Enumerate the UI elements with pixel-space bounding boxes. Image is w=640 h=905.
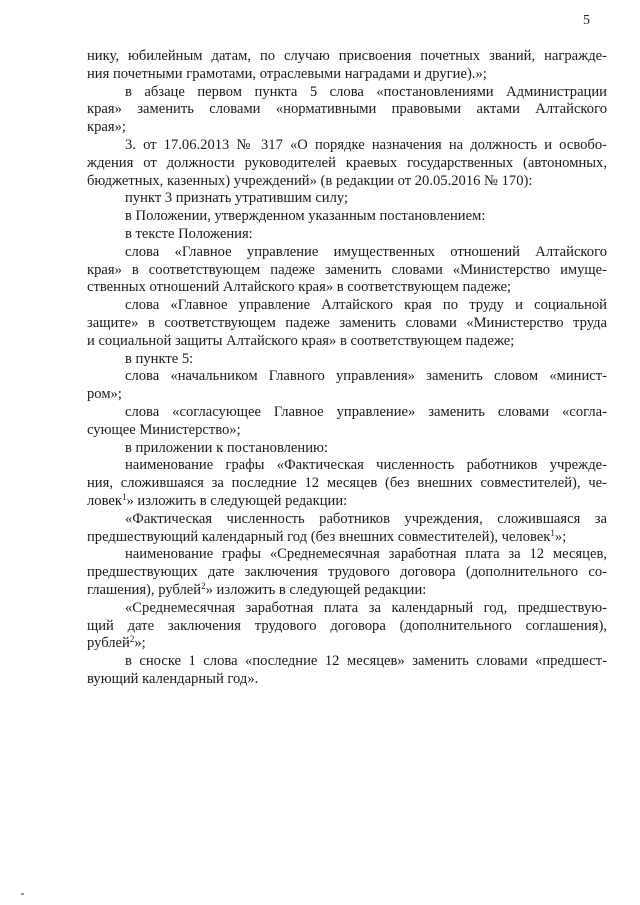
text-line xyxy=(87,529,607,547)
text-line xyxy=(87,368,607,386)
line-text: в тексте Положения: xyxy=(125,225,253,242)
line-text: края» заменить словами «нормативными правовыми актами Алтайского xyxy=(87,101,607,118)
line-text: наименование графы «Фактическая численность работников учрежде- xyxy=(125,457,607,474)
line-text: ния почетными грамотами, отраслевыми наградами и другие).»; xyxy=(87,65,487,82)
line-text: края» в соответствующем падеже заменить словами «Министерство имуще- xyxy=(87,261,607,278)
text-line xyxy=(87,475,607,493)
text-line xyxy=(87,208,607,226)
text-line xyxy=(87,66,607,84)
text-line xyxy=(87,155,607,173)
text-line xyxy=(87,386,607,404)
text-line xyxy=(87,564,607,582)
text-line xyxy=(87,404,607,422)
text-line xyxy=(87,333,607,351)
text-line xyxy=(87,279,607,297)
line-text: предшествующих дате заключения трудового договора (дополнительного со- xyxy=(87,564,607,581)
text-line xyxy=(87,511,607,529)
line-text: ловек xyxy=(87,492,122,509)
line-text: слова «Главное управление Алтайского края по труду и социальной xyxy=(125,297,607,314)
line-text-after: » изложить в следующей редакции: xyxy=(205,581,427,598)
text-line xyxy=(87,351,607,369)
line-text: щий дате заключения трудового договора (дополнительного соглашения), xyxy=(87,617,607,634)
text-line xyxy=(87,226,607,244)
text-line xyxy=(87,48,607,66)
document-body xyxy=(87,48,607,689)
line-text: ром»; xyxy=(87,386,122,403)
line-text: слова «Главное управление имущественных отношений Алтайского xyxy=(125,243,607,260)
line-text-after: »; xyxy=(134,635,146,652)
line-text: в сноске 1 слова «последние 12 месяцев» заменить словами «предшест- xyxy=(125,653,607,670)
line-text: в приложении к постановлению: xyxy=(125,439,328,456)
line-text: вующий календарный год». xyxy=(87,670,259,687)
text-line xyxy=(87,618,607,636)
text-line xyxy=(87,190,607,208)
text-line xyxy=(87,101,607,119)
text-line xyxy=(87,493,607,511)
line-text: края»; xyxy=(87,119,126,136)
footnote-marker: 1 xyxy=(550,527,555,538)
text-line xyxy=(87,653,607,671)
line-text: пункт 3 признать утратившим силу; xyxy=(125,190,349,207)
line-text: сующее Министерство»; xyxy=(87,421,241,438)
text-line xyxy=(87,600,607,618)
line-text: бюджетных, казенных) учреждений» (в редакции от 20.05.2016 № 170): xyxy=(87,172,533,189)
text-line xyxy=(87,137,607,155)
text-line xyxy=(87,119,607,137)
line-text: глашения), рублей xyxy=(87,581,202,598)
text-line xyxy=(87,635,607,653)
line-text: в абзаце первом пункта 5 слова «постановлениями Администрации xyxy=(125,83,607,100)
line-text: нику, юбилейным датам, по случаю присвоения почетных званий, награжде- xyxy=(87,48,607,64)
line-text-after: » изложить в следующей редакции: xyxy=(126,492,348,509)
text-line xyxy=(87,297,607,315)
line-text: «Фактическая численность работников учреждения, сложившаяся за xyxy=(125,510,607,527)
text-line xyxy=(87,84,607,102)
line-text: рублей xyxy=(87,635,130,652)
line-text: защите» в соответствующем падеже заменить словами «Министерство труда xyxy=(87,314,607,331)
text-line xyxy=(87,244,607,262)
line-text: ственных отношений Алтайского края» в соответствующем падеже; xyxy=(87,279,512,296)
line-text: в пункте 5: xyxy=(125,350,194,367)
line-text: в Положении, утвержденном указанным постановлением: xyxy=(125,208,486,225)
line-text: ждения от должности руководителей краевых государственных (автономных, xyxy=(87,154,607,171)
text-line xyxy=(87,262,607,280)
text-line xyxy=(87,422,607,440)
line-text: 3. от 17.06.2013 № 317 «О порядке назначения на должность и освобо- xyxy=(125,136,607,153)
line-text: слова «согласующее Главное управление» заменить словами «согла- xyxy=(125,403,607,420)
footnote-marker: 2 xyxy=(201,580,206,591)
text-line xyxy=(87,671,607,689)
text-line xyxy=(87,440,607,458)
text-line xyxy=(87,315,607,333)
line-text: ния, сложившаяся за последние 12 месяцев (без внешних совместителей), че- xyxy=(87,475,607,492)
text-line xyxy=(87,457,607,475)
text-line xyxy=(87,546,607,564)
line-text: и социальной защиты Алтайского края» в соответствующем падеже; xyxy=(87,332,515,349)
text-line xyxy=(87,173,607,191)
line-text: наименование графы «Среднемесячная заработная плата за 12 месяцев, xyxy=(125,546,607,563)
page-number: 5 xyxy=(583,13,590,28)
line-text: слова «начальником Главного управления» заменить словом «минист- xyxy=(125,368,607,385)
footnote-marker: 2 xyxy=(129,634,135,645)
line-text-after: »; xyxy=(554,528,567,545)
line-text: «Среднемесячная заработная плата за календарный год, предшествую- xyxy=(125,599,607,616)
line-text: предшествующий календарный год (без внешних совместителей), человек xyxy=(87,528,551,545)
footnote-marker: 1 xyxy=(121,491,127,502)
scan-speck xyxy=(21,893,24,895)
text-line xyxy=(87,582,607,600)
